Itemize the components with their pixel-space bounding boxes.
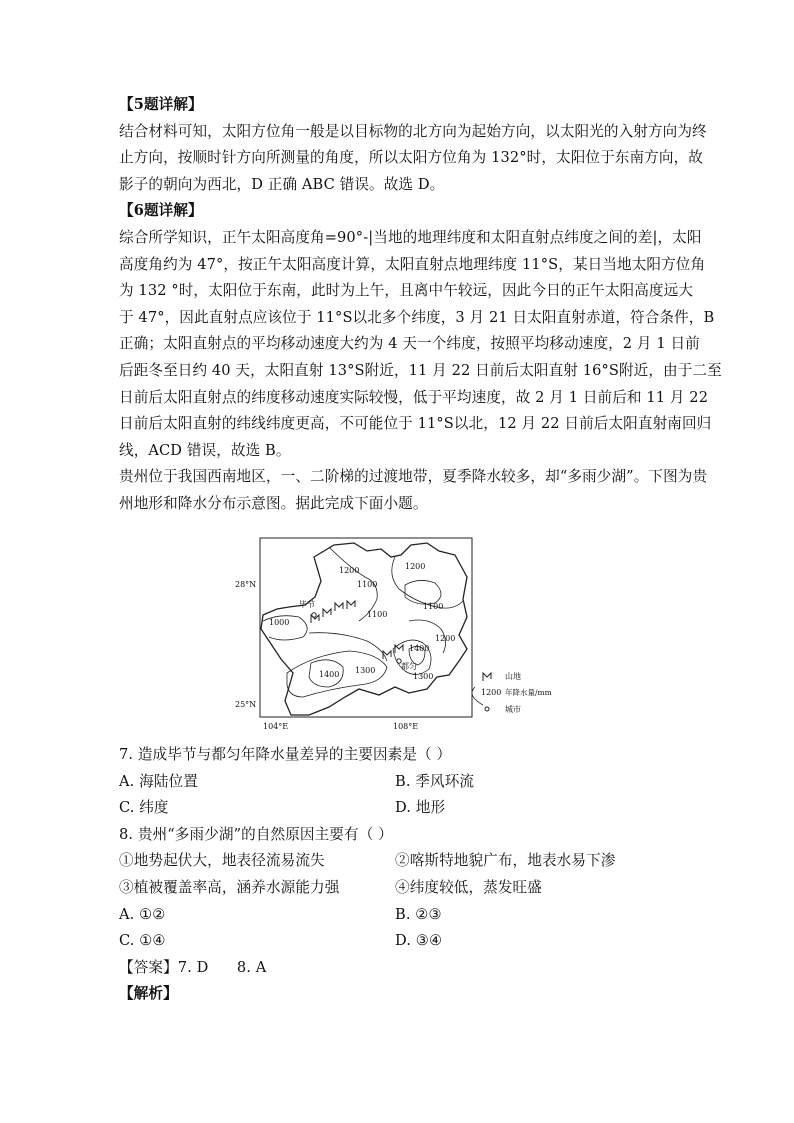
section6-line: 综合所学知识，正午太阳高度角=90°-|当地的地理纬度和太阳直射点纬度之间的差|，太阳 [119, 228, 702, 246]
mountain-symbols [311, 601, 403, 659]
q8-stem: 8. 贵州“多雨少湖”的自然原因主要有（ ） [119, 825, 393, 843]
q8-option-b: B. ②③ [395, 905, 442, 923]
section5-line: 影子的朝向为西北，D 正确 ABC 错误。故选 D。 [119, 175, 445, 193]
section6-heading: 【6题详解】 [119, 202, 203, 220]
q8-item: ③植被覆盖率高，涵养水源能力强 [119, 878, 340, 896]
isohyet-value: 1300 [413, 672, 434, 681]
analysis-heading: 【解析】 [119, 985, 178, 1003]
section6-line: 线，ACD 错误，故选 B。 [119, 441, 291, 459]
answer-line: 【答案】7. D 8. A [119, 958, 267, 976]
q8-option-a: A. ①② [119, 905, 166, 923]
q8-items-row [119, 875, 679, 902]
isohyet-value: 1000 [269, 618, 290, 627]
q8-item: ④纬度较低，蒸发旺盛 [395, 878, 542, 896]
legend-isohyet-label: 年降水量/mm [505, 688, 552, 697]
q8-option-d: D. ③④ [395, 932, 443, 950]
section6-line: 于 47°，因此直射点应该位于 11°S以北多个纬度，3 月 21 日太阳直射赤道，符合条件，B [119, 308, 715, 326]
lon-label-108e: 108°E [393, 722, 419, 731]
q8-items-row [119, 848, 679, 875]
lat-label-25n: 25°N [235, 700, 257, 709]
q7-option-d: D. 地形 [395, 799, 446, 817]
guizhou-map-figure [235, 537, 559, 731]
isohyet-value: 1200 [435, 634, 456, 643]
isohyet-value: 1100 [367, 610, 388, 619]
section6-line: 正确；太阳直射点的平均移动速度大约为 4 天一个纬度，按照平均移动速度，2 月 1 日前 [119, 335, 700, 353]
legend-isohyet-value: 1200 [481, 688, 502, 697]
questions-block [119, 742, 679, 1008]
legend-city-icon [485, 707, 489, 711]
section6-line: 日前后太阳直射点的纬度移动速度实际较慢，低于平均速度，故 2 月 1 日前后和 11 月 22 [119, 388, 709, 406]
isohyet-value: 1100 [357, 580, 378, 589]
q8-option-c: C. ①④ [119, 932, 166, 950]
q7-options-row [119, 795, 679, 822]
isohyet-value: 1200 [405, 562, 426, 571]
mountain-symbol [347, 601, 355, 609]
isohyet-value: 1100 [423, 602, 444, 611]
isohyet-value: 1200 [339, 566, 360, 575]
section5-line: 止方向，按顺时针方向所测量的角度，所以太阳方位角为 132°时，太阳位于东南方向，故 [119, 149, 703, 167]
q7-option-a: A. 海陆位置 [119, 772, 198, 790]
section5-heading: 【5题详解】 [119, 96, 203, 113]
q7-options-row [119, 769, 679, 796]
lon-label-104e: 104°E [263, 722, 289, 731]
isohyet-line [392, 557, 463, 608]
mountain-symbol [335, 603, 343, 611]
q8-item: ②喀斯特地貌广布，地表水易下渗 [395, 852, 616, 870]
legend-mountain-label: 山地 [505, 672, 521, 681]
province-outline [261, 543, 467, 715]
q7-option-c: C. 纬度 [119, 799, 169, 817]
section5-line: 结合材料可知，太阳方位角一般是以目标物的北方向为起始方向，以太阳光的入射方向为终 [119, 122, 707, 140]
mountain-symbol [323, 609, 331, 617]
q8-options-row [119, 928, 679, 955]
section6-line: 为 132 °时，太阳位于东南，此时为上午，且离中午较远，因此今日的正午太阳高度远大 [119, 282, 694, 300]
q7-option-b: B. 季风环流 [395, 772, 475, 790]
q7-stem: 7. 造成毕节与都匀年降水量差异的主要因素是（ ） [119, 746, 452, 763]
city-marker-bijie [312, 613, 316, 617]
section6-line: 高度角约为 47°，按正午太阳高度计算，太阳直射点地理纬度 11°S，某日当地太阳方位角 [119, 255, 706, 273]
q8-item: ①地势起伏大，地表径流易流失 [119, 852, 325, 870]
city-label-duyun: 都匀 [401, 662, 417, 671]
map-legend [472, 671, 552, 714]
q8-options-row [119, 902, 679, 929]
intro-line: 州地形和降水分布示意图。据此完成下面小题。 [119, 494, 428, 512]
isohyet-line [405, 580, 441, 604]
isohyet-value: 1400 [409, 644, 430, 653]
isohyet-value: 1300 [355, 666, 376, 675]
intro-line: 贵州位于我国西南地区，一、二阶梯的过渡地带，夏季降水较多，却“多雨少湖”。下图为贵 [119, 468, 708, 486]
isohyet-value: 1400 [319, 670, 340, 679]
lat-label-28n: 28°N [235, 580, 257, 589]
map-frame [260, 538, 472, 717]
section6-line: 后距冬至日约 40 天，太阳直射 13°S附近，11 月 22 日前后太阳直射 16°S附近，由于二至 [119, 361, 722, 379]
city-label-bijie: 毕节 [299, 600, 315, 609]
mountain-symbol [395, 645, 403, 653]
legend-city-label: 城市 [505, 705, 521, 714]
text-block-top [119, 92, 722, 518]
legend-mountain-icon [483, 673, 491, 681]
section6-line: 日前后太阳直射的纬线纬度更高，不可能位于 11°S以北，12 月 22 日前后太阳直射南回归 [119, 415, 712, 433]
